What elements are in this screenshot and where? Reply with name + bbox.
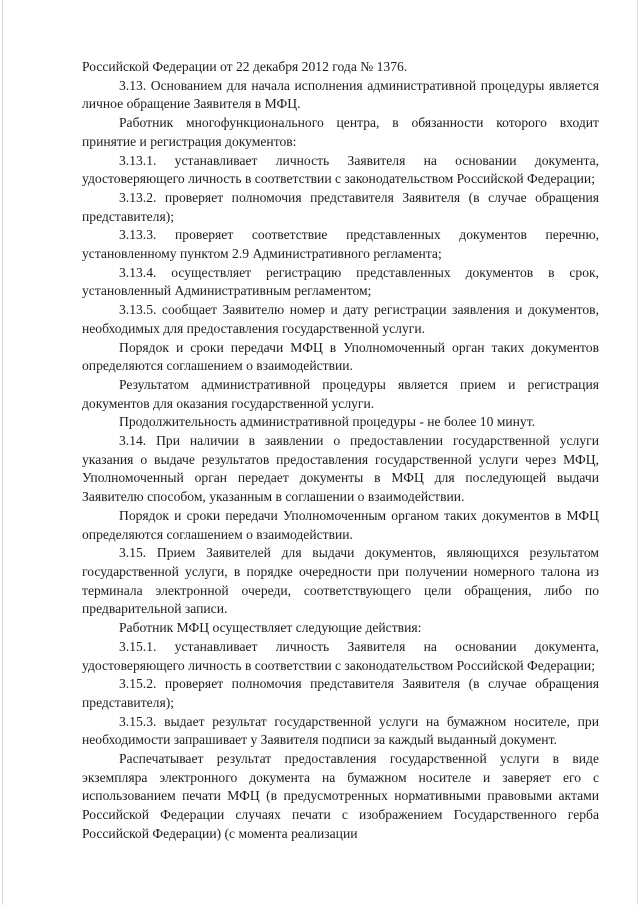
scan-edge-left — [2, 0, 3, 905]
paragraph: Результатом административной процедуры является прием и регистрация документов для оказания государственной услуги. — [82, 376, 599, 411]
paragraph: 3.14. При наличии в заявлении о предоставлении государственной услуги указания о выдаче результатов предоставления государственной услуги через МФЦ, Уполномоченный орган передает документы в МФЦ для последующей выдачи Заявителю способом, указанным в соглашении о взаимодействии. — [82, 433, 599, 505]
paragraph: 3.15.1. устанавливает личность Заявителя на основании документа, удостоверяющего личность в соответствии с законодательством Российской Федерации; — [82, 638, 599, 673]
document-body — [82, 58, 599, 844]
paragraph: 3.13. Основанием для начала исполнения административной процедуры является личное обращение Заявителя в МФЦ. — [82, 77, 599, 112]
paragraph: 3.13.1. устанавливает личность Заявителя на основании документа, удостоверяющего личность в соответствии с законодательством Российской Федерации; — [82, 152, 599, 187]
scan-edge-right — [637, 0, 638, 905]
paragraph: Порядок и сроки передачи МФЦ в Уполномоченный орган таких документов определяются соглашением о взаимодействии. — [82, 339, 599, 374]
paragraph: 3.13.4. осуществляет регистрацию представленных документов в срок, установленный Административным регламентом; — [82, 264, 599, 299]
paragraph: 3.15. Прием Заявителей для выдачи документов, являющихся результатом государственной услуги, в порядке очередности при получении номерного талона из терминала электронной очереди, соответствующего цели обращения, либо по предварительной записи. — [82, 545, 599, 617]
paragraph: Распечатывает результат предоставления государственной услуги в виде экземпляра электронного документа на бумажном носителе и заверяет его с использованием печати МФЦ (в предусмотренных нормативными правовыми актами Российской Федерации случаях печати с изображением Государственного герба Российской Федерации) (с момента реализации — [82, 751, 599, 841]
paragraph: Продолжительность административной процедуры - не более 10 минут. — [119, 414, 536, 430]
paragraph: 3.13.2. проверяет полномочия представителя Заявителя (в случае обращения представителя); — [82, 189, 599, 224]
paragraph: 3.13.3. проверяет соответствие представленных документов перечню, установленному пунктом 2.9 Административного регламента; — [82, 227, 599, 262]
paragraph: 3.15.3. выдает результат государственной услуги на бумажном носителе, при необходимости запрашивает у Заявителя подписи за каждый выданный документ. — [82, 713, 599, 748]
paragraph: 3.13.5. сообщает Заявителю номер и дату регистрации заявления и документов, необходимых для предоставления государственной услуги. — [82, 302, 599, 336]
paragraph: Российской Федерации от 22 декабря 2012 года № 1376. — [82, 59, 408, 74]
paragraph: Порядок и сроки передачи Уполномоченным органом таких документов в МФЦ определяются соглашением о взаимодействии. — [82, 507, 599, 542]
paragraph: Работник МФЦ осуществляет следующие действия: — [119, 620, 422, 636]
paragraph: Работник многофункционального центра, в обязанности которого входит принятие и регистрация документов: — [82, 115, 599, 149]
paragraph: 3.15.2. проверяет полномочия представителя Заявителя (в случае обращения представителя); — [82, 676, 599, 710]
